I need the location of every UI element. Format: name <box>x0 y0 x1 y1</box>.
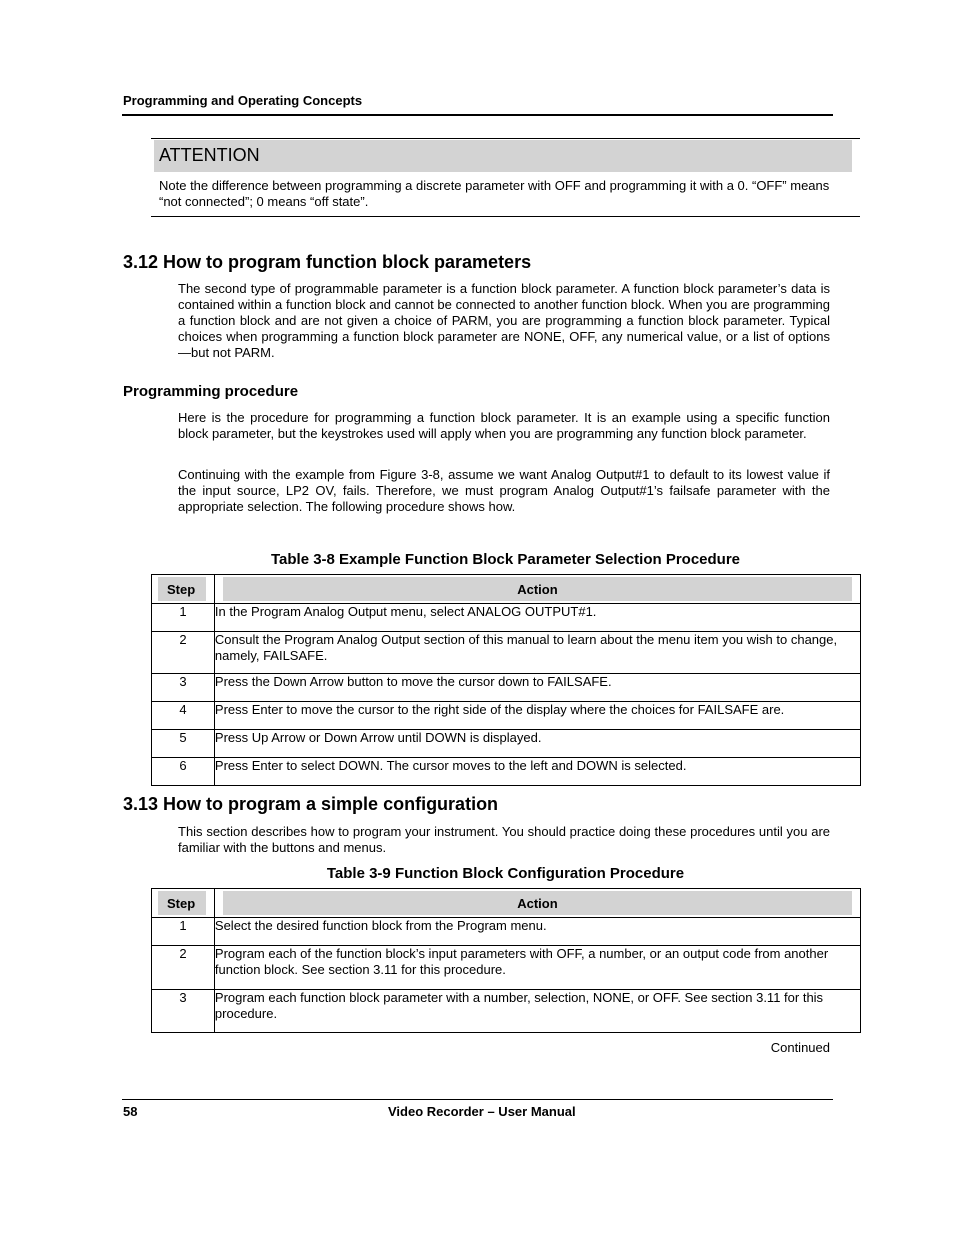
column-header-action: Action <box>214 889 860 918</box>
section-heading-3-12: 3.12 How to program function block parameters <box>123 252 532 272</box>
step-number: 2 <box>152 946 215 990</box>
step-action: Press Up Arrow or Down Arrow until DOWN is displayed. <box>214 730 860 758</box>
procedure-paragraph-2: Continuing with the example from Figure 3-8, assume we want Analog Output#1 to default to its lowest value if the input source, LP2 OV, fails. Therefore, we must program Analog Output#1’s failsafe parameter with the appropriate selection. The following procedure shows how. <box>178 467 830 514</box>
section-3-12-intro: The second type of programmable parameter is a function block parameter. A function block parameter’s data is contained within a function block and cannot be connected to another function block. When you are programming a function block and are not given a choice of PARM, you are programming a function block parameter. Typical choices when programming a function block parameter are NONE, OFF, any numerical value, or a list of options—but not PARM. <box>178 281 830 360</box>
table-row <box>152 702 861 730</box>
document-title: Video Recorder – User Manual <box>388 1104 576 1119</box>
running-head: Programming and Operating Concepts <box>123 93 363 108</box>
table-row <box>152 918 861 946</box>
step-action: Press Enter to move the cursor to the right side of the display where the choices for FAILSAFE are. <box>214 702 860 730</box>
table-row <box>152 604 861 632</box>
section-heading-3-13: 3.13 How to program a simple configuration <box>123 794 499 814</box>
table-header-row <box>152 889 861 918</box>
step-number: 1 <box>152 604 215 632</box>
table-row <box>152 674 861 702</box>
subheading-programming-procedure: Programming procedure <box>123 383 299 400</box>
column-header-step: Step <box>152 889 215 918</box>
table-row <box>152 946 861 990</box>
table-3-8 <box>151 574 861 786</box>
table-row <box>152 730 861 758</box>
step-number: 6 <box>152 758 215 786</box>
attention-title: ATTENTION <box>159 145 260 165</box>
attention-box <box>151 138 860 217</box>
step-action: Press the Down Arrow button to move the cursor down to FAILSAFE. <box>214 674 860 702</box>
header-rule <box>122 114 833 116</box>
table-3-8-caption: Table 3-8 Example Function Block Parameter Selection Procedure <box>270 551 741 568</box>
step-action: In the Program Analog Output menu, select ANALOG OUTPUT#1. <box>214 604 860 632</box>
column-header-step: Step <box>152 575 215 604</box>
table-row <box>152 990 861 1033</box>
section-3-13-intro: This section describes how to program your instrument. You should practice doing these procedures until you are familiar with the buttons and menus. <box>178 824 830 855</box>
footer-rule <box>122 1099 833 1100</box>
table-row <box>152 758 861 786</box>
continued-note: Continued <box>770 1040 830 1055</box>
attention-text: Note the difference between programming a discrete parameter with OFF and programming it with a 0. “OFF” means “not connected”; 0 means “off state”. <box>159 178 830 209</box>
step-number: 4 <box>152 702 215 730</box>
step-number: 5 <box>152 730 215 758</box>
column-header-action: Action <box>214 575 860 604</box>
step-action: Program each of the function block’s input parameters with OFF, a number, or an output code from another function block. See section 3.11 for this procedure. <box>214 946 860 990</box>
table-3-9 <box>151 888 861 1033</box>
step-action: Press Enter to select DOWN. The cursor moves to the left and DOWN is selected. <box>214 758 860 786</box>
table-header-row <box>152 575 861 604</box>
step-number: 1 <box>152 918 215 946</box>
page-number: 58 <box>123 1104 138 1119</box>
step-number: 3 <box>152 990 215 1033</box>
table-3-9-caption: Table 3-9 Function Block Configuration Procedure <box>326 865 685 882</box>
step-action: Program each function block parameter with a number, selection, NONE, or OFF. See section 3.11 for this procedure. <box>214 990 860 1033</box>
step-number: 3 <box>152 674 215 702</box>
procedure-paragraph-1: Here is the procedure for programming a function block parameter. It is an example using a specific function block parameter, but the keystrokes used will apply when you are programming any function block parameter. <box>178 410 830 441</box>
step-action: Select the desired function block from the Program menu. <box>214 918 860 946</box>
table-row <box>152 632 861 674</box>
step-action: Consult the Program Analog Output section of this manual to learn about the menu item you wish to change, namely, FAILSAFE. <box>214 632 860 674</box>
step-number: 2 <box>152 632 215 674</box>
